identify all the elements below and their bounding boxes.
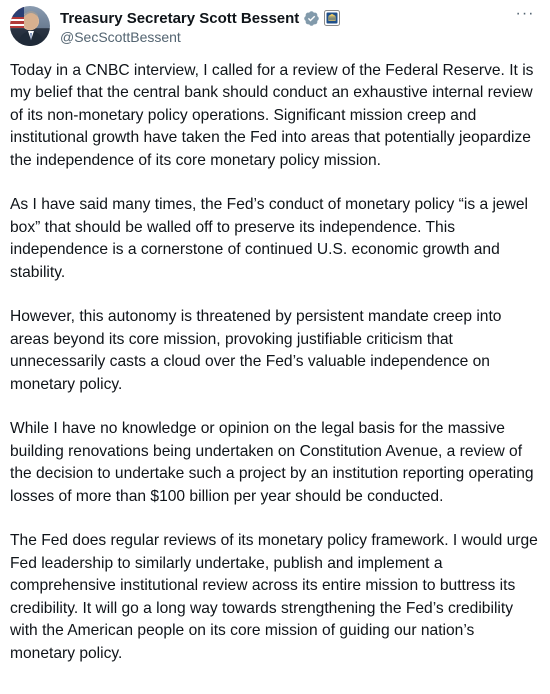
user-handle[interactable]: @SecScottBessent bbox=[60, 29, 181, 45]
treasury-seal-icon[interactable] bbox=[324, 10, 340, 26]
avatar[interactable] bbox=[10, 6, 50, 46]
avatar-portrait-icon bbox=[10, 6, 50, 46]
post-paragraph: As I have said many times, the Fed’s conduct of monetary policy “is a jewel box” that should be walled off to preserve its independence. This independence is a cornerstone of continued U.S. economic growth and stability. bbox=[10, 196, 529, 281]
display-name[interactable]: Treasury Secretary Scott Bessent bbox=[60, 9, 300, 27]
post-paragraph: However, this autonomy is threatened by persistent mandate creep into areas beyond its core mission, provoking justifiable criticism that unnecessarily casts a cloud over the Fed’s valuable independence on monetary policy. bbox=[10, 308, 502, 393]
verified-badge-icon bbox=[303, 10, 320, 27]
post-paragraph: While I have no knowledge or opinion on the legal basis for the massive building renovations being undertaken on Constitution Avenue, a review of the decision to undertake such a project by an institution reporting operating losses of more than $100 billion per year should be conducted. bbox=[10, 420, 534, 505]
post-paragraph: Today in a CNBC interview, I called for a review of the Federal Reserve. It is my belief that the central bank should conduct an exhaustive internal review of its non-monetary policy operations. Significant mission creep and institutional growth have taken the Fed into areas that potentially jeopardize the independence of its core monetary policy mission. bbox=[10, 62, 534, 169]
post-body bbox=[10, 60, 538, 687]
name-row bbox=[60, 8, 340, 28]
more-options-icon[interactable]: ··· bbox=[515, 5, 535, 22]
post-paragraph: The Fed does regular reviews of its monetary policy framework. I would urge Fed leadership to similarly undertake, publish and implement a comprehensive institutional review across its entire mission to buttress its credibility. It will go a long way towards strengthening the Fed’s credibility with the American people on its core mission of guiding our nation’s monetary policy. bbox=[10, 532, 538, 662]
post-header bbox=[10, 6, 540, 50]
